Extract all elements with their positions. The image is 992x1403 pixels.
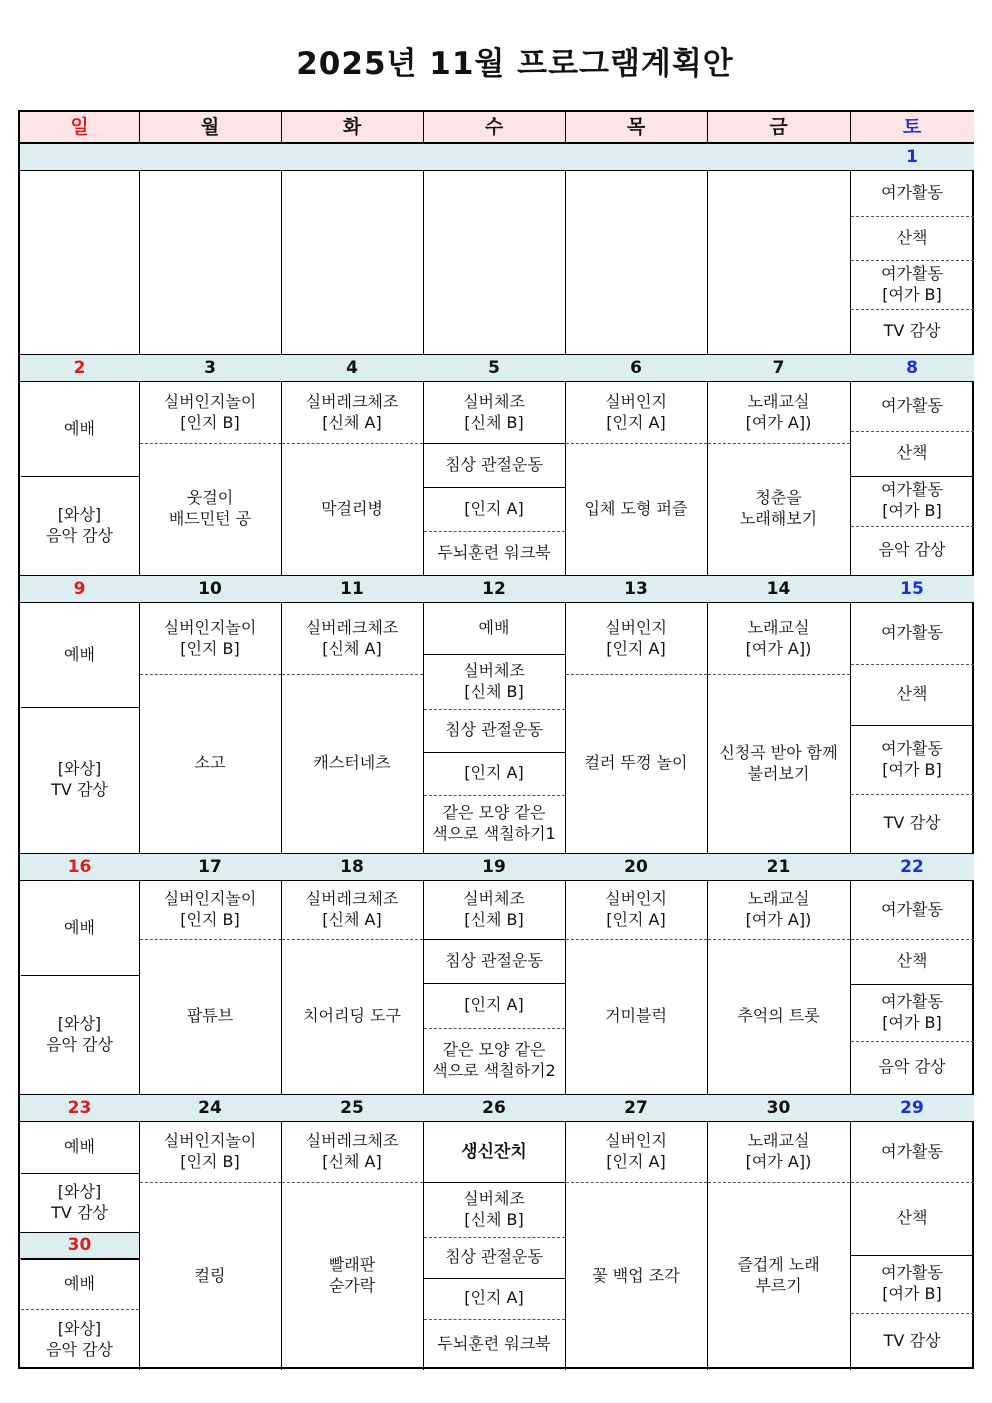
schedule-item-thu: 실버인지 [인지 A]	[605, 889, 667, 929]
schedule-item-tue: 실버레크체조 [신체 A]	[305, 391, 399, 432]
date-cell: 1	[850, 143, 974, 171]
schedule-item-tue: 치어리딩 도구	[303, 1006, 401, 1026]
schedule-item-wed: 침상 관절운동	[445, 950, 543, 970]
date-cell: 16	[20, 853, 139, 881]
schedule-item-sun: 예배	[64, 1273, 95, 1293]
schedule-item-wed: 실버체조 [신체 B]	[463, 1188, 525, 1229]
schedule-item-wed: 생신잔치	[461, 1141, 527, 1162]
schedule-item-sat: 산책	[896, 443, 928, 463]
schedule-item-wed: 실버체조 [신체 B]	[463, 660, 525, 701]
date-cell	[20, 143, 139, 171]
schedule-item-mon: 실버인지놀이 [인지 B]	[163, 391, 257, 432]
date-cell: 17	[139, 853, 281, 881]
weekday-header-tue: 화	[281, 112, 423, 143]
date-cell: 18	[281, 853, 423, 881]
schedule-item-thu: 실버인지 [인지 A]	[605, 391, 667, 432]
schedule-item-sun: 예배	[64, 1137, 95, 1157]
date-cell: 12	[423, 575, 565, 603]
schedule-item-mon: 컬링	[194, 1265, 226, 1285]
date-cell: 3	[139, 354, 281, 382]
schedule-item-thu: 거미블럭	[605, 1006, 667, 1026]
schedule-item-sat: 여가활동	[881, 623, 943, 643]
date-cell: 9	[20, 575, 139, 603]
schedule-item-fri: 추억의 트롯	[737, 1006, 820, 1026]
schedule-item-wed: [인지 A]	[464, 763, 524, 783]
date-cell: 29	[850, 1094, 974, 1122]
schedule-item-sat: 여가활동	[881, 1141, 943, 1161]
schedule-item-sat: TV 감상	[883, 321, 941, 341]
schedule-item-sat: 산책	[896, 1208, 928, 1228]
schedule-item-sun: [와상] 음악 감상	[46, 1318, 113, 1359]
weekday-header-sat: 토	[850, 112, 974, 143]
schedule-item-thu: 컬러 뚜껑 놀이	[584, 753, 688, 773]
date-cell: 30	[20, 1232, 139, 1259]
schedule-item-sat: 여가활동 [여가 B]	[881, 991, 943, 1032]
date-cell: 2	[20, 354, 139, 382]
date-cell: 14	[707, 575, 850, 603]
date-cell: 26	[423, 1094, 565, 1122]
schedule-item-sat: 여가활동 [여가 B]	[881, 738, 943, 779]
date-cell: 20	[565, 853, 707, 881]
date-cell: 8	[850, 354, 974, 382]
schedule-item-sat: 산책	[896, 227, 928, 247]
schedule-item-sun: 예배	[64, 644, 95, 664]
date-cell	[423, 143, 565, 171]
date-cell	[565, 143, 707, 171]
program-calendar-table	[18, 110, 974, 1369]
schedule-item-thu: 실버인지 [인지 A]	[605, 617, 667, 658]
schedule-item-tue: 캐스터네츠	[313, 753, 391, 773]
schedule-item-sat: 여가활동	[881, 396, 943, 416]
page-title: 2025년 11월 프로그램계획안	[296, 46, 734, 82]
date-cell: 5	[423, 354, 565, 382]
schedule-item-mon: 웃걸이 배드민턴 공	[168, 488, 252, 528]
schedule-item-sat: 여가활동 [여가 B]	[881, 263, 943, 304]
date-cell: 10	[139, 575, 281, 603]
weekday-header-fri: 금	[707, 112, 850, 143]
date-cell: 4	[281, 354, 423, 382]
schedule-item-wed: 두뇌훈련 워크북	[437, 1334, 551, 1354]
schedule-item-tue: 실버레크체조 [신체 A]	[305, 889, 399, 929]
schedule-item-wed: 침상 관절운동	[445, 720, 543, 740]
schedule-item-mon: 실버인지놀이 [인지 B]	[163, 1131, 257, 1171]
schedule-item-sat: 산책	[896, 684, 928, 704]
schedule-item-thu: 꽃 백업 조각	[592, 1265, 680, 1285]
schedule-item-sun: [와상] TV 감상	[51, 1181, 108, 1222]
date-cell: 21	[707, 853, 850, 881]
schedule-item-wed: 실버체조 [신체 B]	[463, 391, 525, 432]
schedule-item-sat: TV 감상	[883, 1331, 941, 1351]
date-cell	[281, 143, 423, 171]
schedule-item-mon: 실버인지놀이 [인지 B]	[163, 889, 257, 929]
schedule-item-wed: 침상 관절운동	[445, 454, 543, 474]
schedule-item-wed: 예배	[478, 618, 510, 638]
schedule-item-sun: [와상] 음악 감상	[46, 1013, 113, 1054]
schedule-item-sun: [와상] 음악 감상	[46, 504, 113, 545]
weekday-header-wed: 수	[423, 112, 565, 143]
date-cell: 11	[281, 575, 423, 603]
schedule-item-sat: 음악 감상	[878, 540, 946, 560]
weekday-header-mon: 월	[139, 112, 281, 143]
date-cell: 19	[423, 853, 565, 881]
schedule-item-sat: 여가활동	[881, 899, 943, 919]
weekday-header-thu: 목	[565, 112, 707, 143]
schedule-item-sat: 여가활동 [여가 B]	[881, 480, 943, 520]
date-cell	[707, 143, 850, 171]
date-cell: 24	[139, 1094, 281, 1122]
schedule-item-sat: 산책	[896, 951, 928, 971]
schedule-item-wed: 침상 관절운동	[445, 1247, 543, 1267]
date-cell: 6	[565, 354, 707, 382]
schedule-item-sun: [와상] TV 감상	[51, 759, 108, 799]
schedule-item-fri: 노래교실 [여가 A])	[745, 1131, 812, 1171]
date-cell: 13	[565, 575, 707, 603]
schedule-item-sat: 음악 감상	[878, 1057, 946, 1077]
schedule-item-mon: 팝튜브	[186, 1006, 234, 1026]
date-cell: 22	[850, 853, 974, 881]
weekday-header-sun: 일	[20, 112, 139, 143]
schedule-item-wed: [인지 A]	[464, 995, 524, 1015]
date-cell	[139, 143, 281, 171]
schedule-item-tue: 실버레크체조 [신체 A]	[305, 1131, 399, 1171]
date-cell: 25	[281, 1094, 423, 1122]
date-cell: 7	[707, 354, 850, 382]
schedule-item-wed: 같은 모양 같은 색으로 색칠하기1	[432, 803, 556, 843]
schedule-item-wed: [인지 A]	[464, 498, 524, 518]
schedule-item-sat: TV 감상	[883, 813, 941, 833]
schedule-item-fri: 노래교실 [여가 A])	[745, 617, 812, 658]
schedule-item-fri: 노래교실 [여가 A])	[745, 391, 812, 432]
schedule-item-mon: 실버인지놀이 [인지 B]	[163, 617, 257, 658]
schedule-item-sat: 여가활동 [여가 B]	[881, 1263, 943, 1303]
schedule-item-wed: 같은 모양 같은 색으로 색칠하기2	[432, 1040, 556, 1080]
schedule-item-fri: 노래교실 [여가 A])	[745, 889, 812, 929]
schedule-item-thu: 실버인지 [인지 A]	[605, 1131, 667, 1171]
schedule-item-wed: 실버체조 [신체 B]	[463, 889, 525, 929]
date-cell: 27	[565, 1094, 707, 1122]
schedule-item-thu: 입체 도형 퍼즐	[584, 498, 688, 518]
schedule-item-sun: 예배	[64, 917, 95, 937]
schedule-item-tue: 빨래판 숟가락	[328, 1255, 376, 1295]
schedule-item-sun: 예배	[64, 418, 95, 438]
date-cell: 15	[850, 575, 974, 603]
date-cell: 23	[20, 1094, 139, 1122]
date-cell: 30	[707, 1094, 850, 1122]
schedule-item-wed: [인지 A]	[464, 1288, 524, 1308]
schedule-item-fri: 즐겁게 노래 부르기	[737, 1255, 820, 1295]
schedule-item-wed: 두뇌훈련 워크북	[437, 542, 551, 562]
schedule-item-fri: 신청곡 받아 함께 불러보기	[719, 742, 838, 783]
schedule-item-fri: 청춘을 노래해보기	[739, 488, 818, 528]
schedule-item-tue: 실버레크체조 [신체 A]	[305, 617, 399, 658]
schedule-item-mon: 소고	[194, 753, 226, 773]
schedule-item-sat: 여가활동	[881, 183, 943, 203]
schedule-item-tue: 막걸리병	[321, 498, 383, 518]
